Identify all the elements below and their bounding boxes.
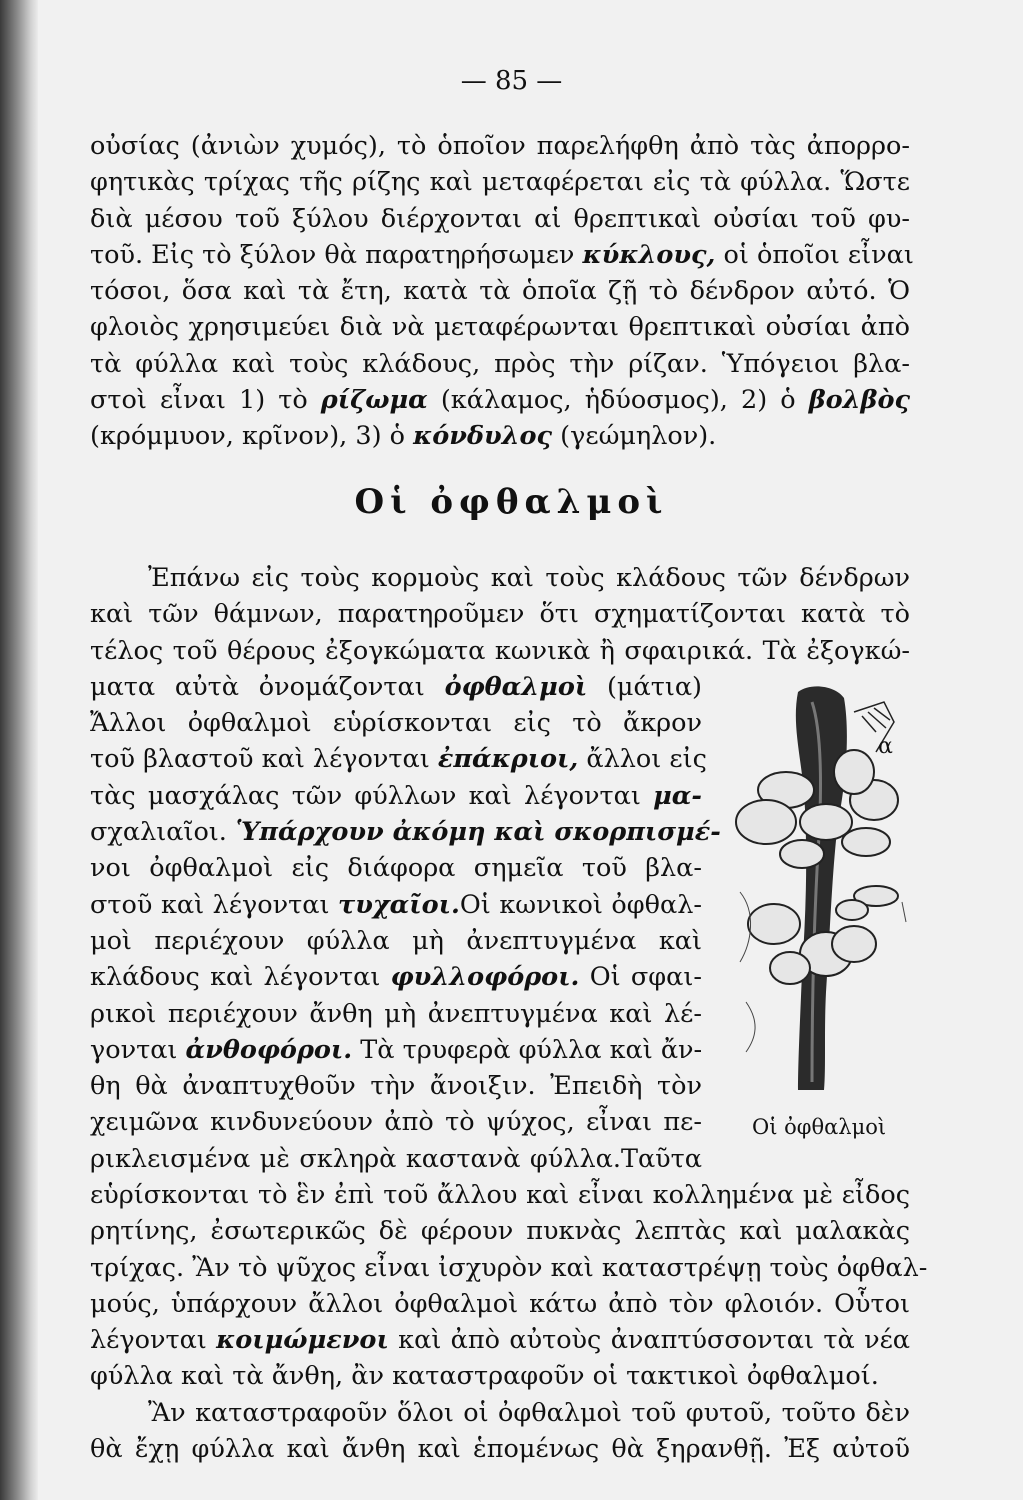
text-segment: στοὶ εἶναι 1) τὸ [90,385,321,416]
text-segment: (κρόμμυον, κρῖνον), 3) ὁ [90,421,414,452]
text-line: φλοιὸς χρησιμεύει διὰ νὰ μεταφέρωνται θρεπτικαὶ οὐσίαι ἀπὸ [90,312,910,343]
emphasized-term: Ὑπάρχουν ἀκόμη καὶ σκορπισμέ- [226,817,721,848]
text-segment: Οἱ σφαι- [579,962,702,993]
text-line: διὰ μέσου τοῦ ξύλου διέρχονται αἱ θρεπτικαὶ οὐσίαι τοῦ φυ- [90,203,910,234]
text-line: φητικὰς τρίχας τῆς ρίζης καὶ μεταφέρεται εἰς τὰ φύλλα. Ὥστε [90,167,910,198]
text-line: θὰ ἔχῃ φύλλα καὶ ἄνθη καὶ ἑπομένως θὰ ξηρανθῇ. Ἐξ αὐτοῦ [90,1434,910,1465]
text-line [90,778,702,814]
text-line: οὐσίας (ἀνιὼν χυμός), τὸ ὁποῖον παρελήφθη ἀπὸ τὰς ἀπορρο- [90,131,910,161]
paragraph-buds-intro [90,560,910,669]
page-number: — 85 — [460,66,563,96]
text-line: τρίχας. Ἂν τὸ ψῦχος εἶναι ἰσχυρὸν καὶ καταστρέψῃ τοὺς ὀφθαλ- [90,1252,928,1283]
emphasized-term: ἐπάκριοι, [437,744,579,775]
text-line: Ἄλλοι ὀφθαλμοὶ εὑρίσκονται εἰς τὸ ἄκρον [90,708,702,739]
emphasized-term: ἀνθοφόροι. [185,1034,353,1065]
text-segment: Οἱ κωνικοὶ ὀφθαλ- [459,889,702,920]
text-line: Ἂν καταστραφοῦν ὅλοι οἱ ὀφθαλμοὶ τοῦ φυτοῦ, τοῦτο δὲν [148,1398,910,1428]
text-line [90,1032,702,1068]
text-line [90,887,702,923]
emphasized-term: φυλλοφόροι. [390,962,580,993]
text-segment: ἄλλοι εἰς [578,744,707,775]
text-line: φύλλα καὶ τὰ ἄνθη, ἂν καταστραφοῦν οἱ τακτικοὶ ὀφθαλμοί. [90,1361,879,1392]
text-line: Ἐπάνω εἰς τοὺς κορμοὺς καὶ τοὺς κλάδους τῶν δένδρων [148,563,910,593]
text-line [90,418,910,454]
emphasized-term: κόνδυλος [413,421,553,452]
emphasized-term: κοιμώμενοι [216,1325,389,1356]
text-line: καὶ τῶν θάμνων, παρατηροῦμεν ὅτι σχηματίζονται κατὰ τὸ [90,599,910,630]
text-segment: ματα αὐτὰ ὀνομάζονται [90,671,445,702]
emphasized-term: ρίζωμα [320,385,428,416]
paragraph-buds-types [90,669,721,1177]
text-segment: (μάτια) [587,671,702,702]
paragraph-buds-destroyed [90,1395,910,1468]
text-line: εὑρίσκονται τὸ ἓν ἐπὶ τοῦ ἄλλου καὶ εἶναι κολλημένα μὲ εἶδος [90,1180,910,1210]
text-segment: κλάδους καὶ λέγονται [90,962,391,993]
text-line: τέλος τοῦ θέρους ἐξογκώματα κωνικὰ ἢ σφαιρικά. Τὰ ἐξογκώ- [90,635,910,666]
text-line [90,741,707,777]
text-segment: τοῦ. Εἰς τὸ ξύλον θὰ παρατηρήσωμεν [90,239,583,270]
text-line: τὰ φύλλα καὶ τοὺς κλάδους, πρὸς τὴν ρίζαν. Ὑπόγειοι βλα- [90,348,910,379]
branch-stem [796,686,847,1090]
text-line: ρητίνης, ἐσωτερικῶς δὲ φέρουν πυκνὰς λεπτὰς καὶ μαλακὰς [90,1216,910,1247]
text-line: ρικοὶ περιέχουν ἄνθη μὴ ἀνεπτυγμένα καὶ λέ- [90,998,702,1029]
text-line [90,814,721,850]
paragraph-stem-tissues [90,128,914,455]
text-line [90,669,702,705]
text-line: θη θὰ ἀναπτυχθοῦν τὴν ἄνοιξιν. Ἐπειδὴ τὸν [90,1071,702,1102]
text-line [90,382,910,418]
text-line: ρικλεισμένα μὲ σκληρὰ καστανὰ φύλλα.Ταῦτα [90,1143,702,1174]
text-segment: στοῦ καὶ λέγονται [90,889,339,920]
text-line [90,237,914,273]
text-line: μοὶ περιέχουν φύλλα μὴ ἀνεπτυγμένα καὶ [90,925,702,956]
emphasized-term: τυχαῖοι. [338,889,460,920]
text-segment: Τὰ τρυφερὰ φύλλα καὶ ἄν- [352,1034,703,1065]
text-segment: τοῦ βλαστοῦ καὶ λέγονται [90,744,438,775]
text-segment: σχαλιαῖοι. [90,817,227,848]
figure-caption: Οἱ ὀφθαλμοὶ [752,1115,887,1139]
text-line: νοι ὀφθαλμοὶ εἰς διάφορα σημεῖα τοῦ βλα- [90,853,702,884]
text-segment: τὰς μασχάλας τῶν φύλλων καὶ λέγονται [90,780,654,811]
text-segment: γονται [90,1034,186,1065]
text-segment: οἱ ὁποῖοι εἶναι [715,239,914,270]
text-segment: (κάλαμος, ἡδύοσμος), 2) ὁ [427,385,809,416]
text-line [90,1322,910,1358]
text-segment: καὶ ἀπὸ αὐτοὺς ἀναπτύσσονται τὰ νέα [388,1325,910,1356]
emphasized-term: ὀφθαλμοὶ [444,671,588,702]
section-heading: Οἱ ὀφθαλμοὶ [354,482,669,522]
text-line [90,959,702,995]
text-line: χειμῶνα κινδυνεύουν ἀπὸ τὸ ψύχος, εἶναι πε- [90,1107,702,1138]
figure-label-a: α [878,734,893,759]
text-segment: λέγονται [90,1325,217,1356]
emphasized-term: βολβὸς [808,385,910,416]
emphasized-term: κύκλους, [582,239,716,270]
text-line: μούς, ὑπάρχουν ἄλλοι ὀφθαλμοὶ κάτω ἀπὸ τὸν φλοιόν. Οὗτοι [90,1288,910,1319]
emphasized-term: μα- [653,780,702,811]
book-binding-shadow [0,0,38,1500]
paragraph-buds-protection [90,1177,928,1395]
text-segment: (γεώμηλον). [552,421,717,452]
text-line: τόσοι, ὅσα καὶ τὰ ἔτη, κατὰ τὰ ὁποῖα ζῇ τὸ δένδρον αὐτό. Ὁ [90,276,910,307]
